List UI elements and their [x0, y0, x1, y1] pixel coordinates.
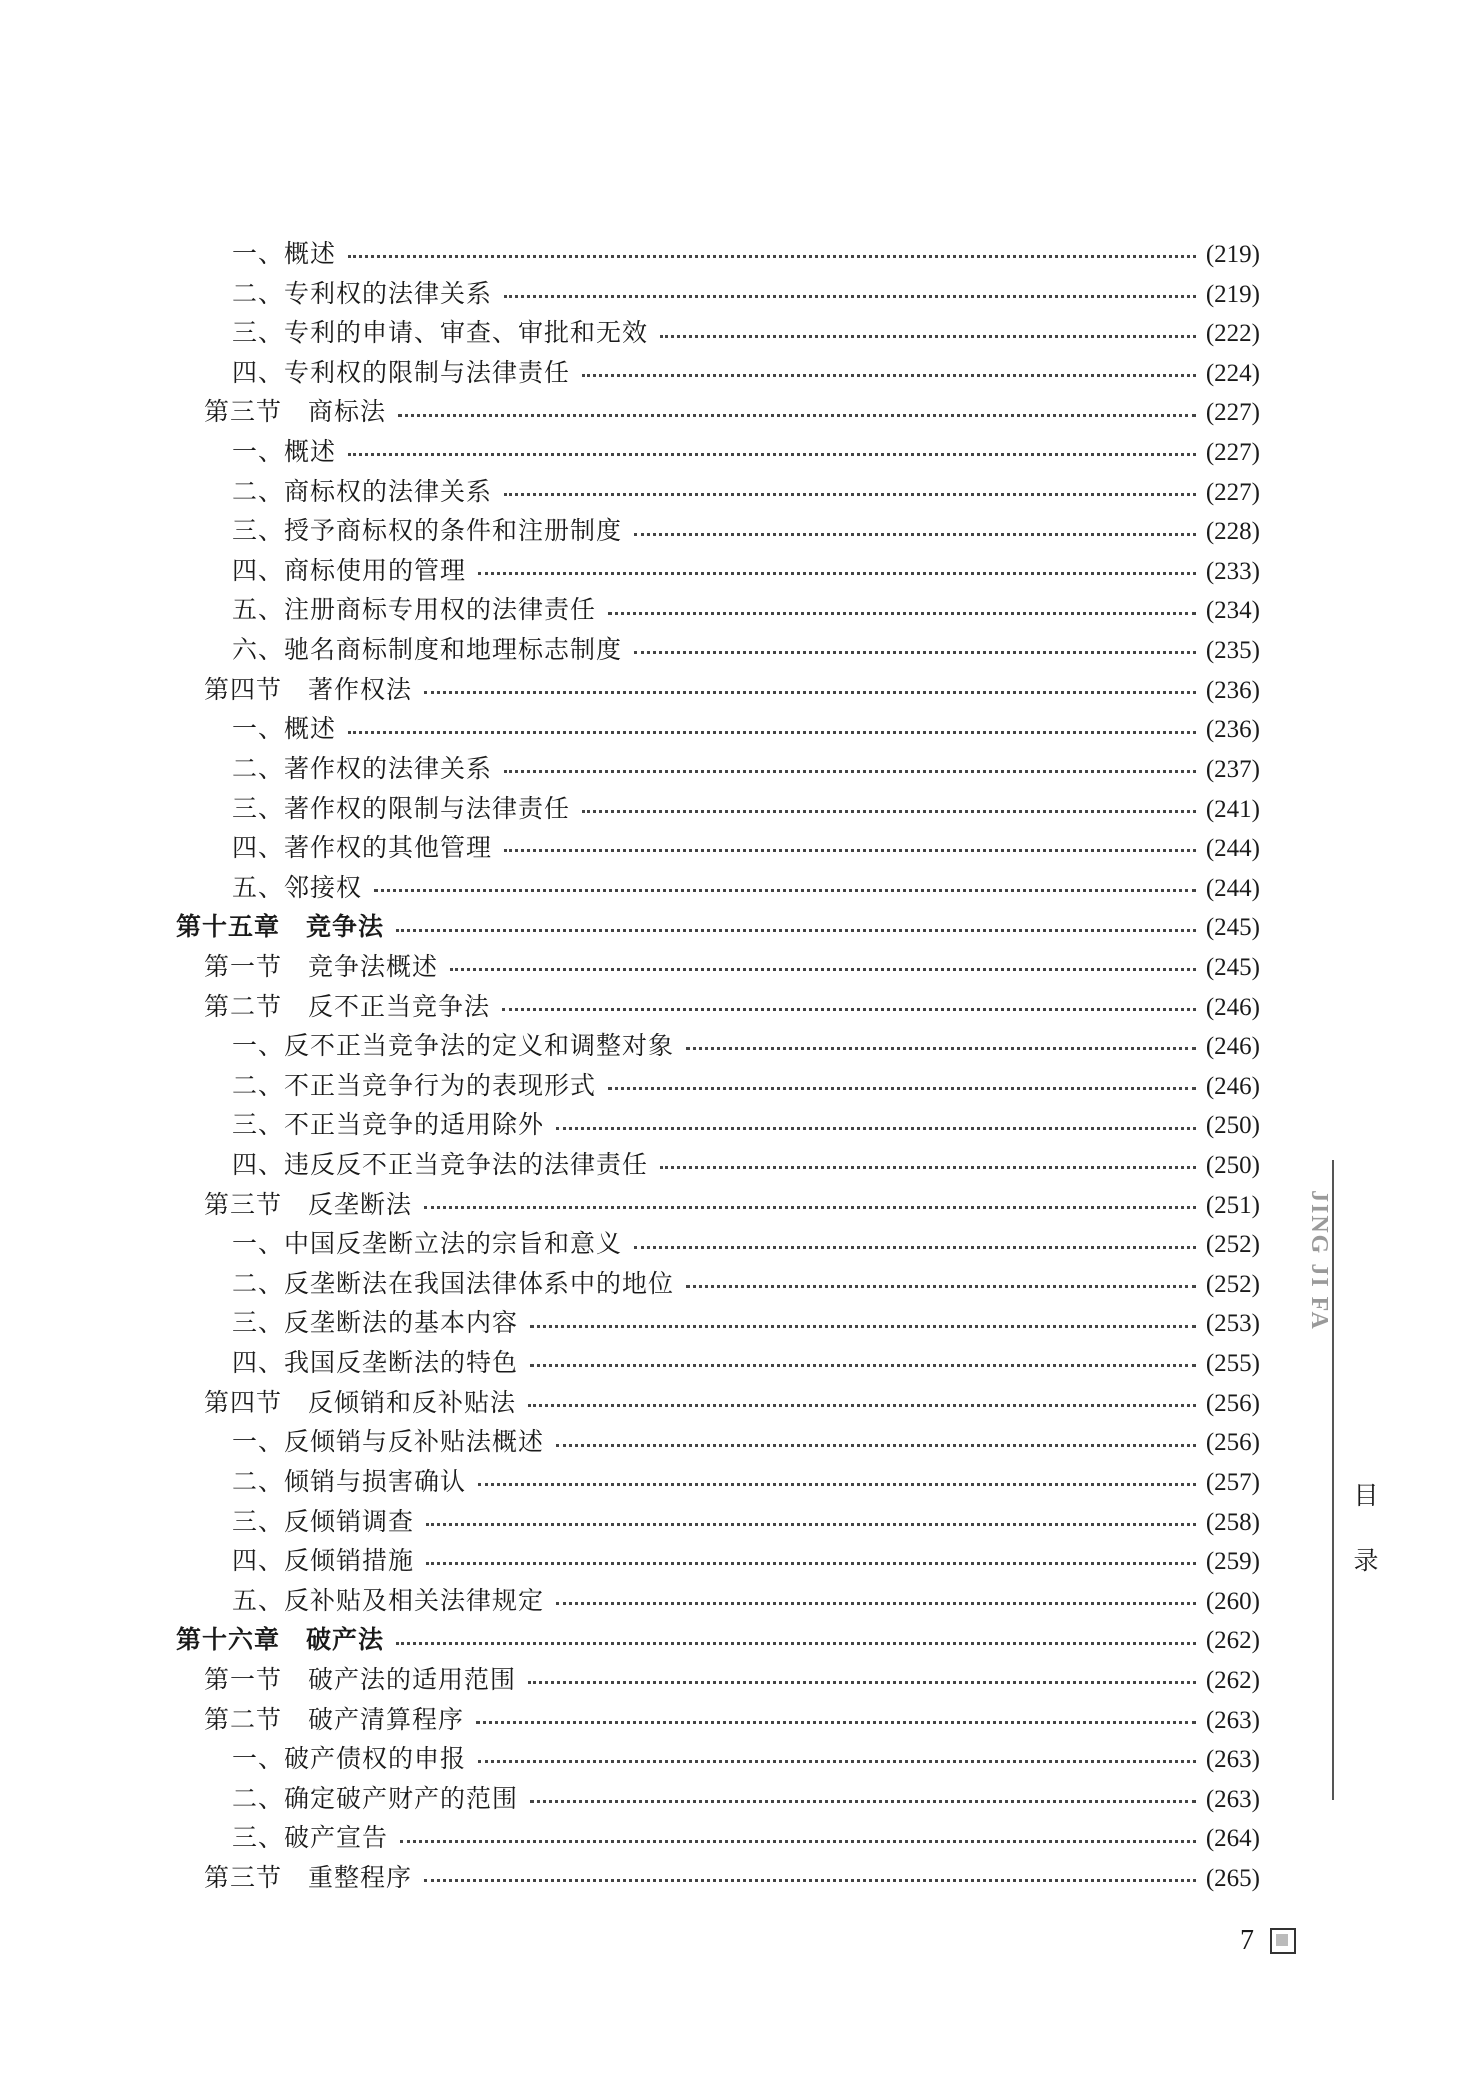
- dot-leader: [608, 1087, 1196, 1090]
- toc-item-row[interactable]: [176, 1779, 1260, 1819]
- toc-chapter-row[interactable]: [176, 907, 1260, 947]
- toc-entry-page: (245): [1205, 914, 1260, 942]
- dot-leader: [530, 1800, 1196, 1803]
- dot-leader: [660, 335, 1196, 338]
- toc-entry-title: 三、反倾销调查: [232, 1506, 415, 1536]
- dot-leader: [400, 1840, 1196, 1843]
- toc-entry-title: 第四节 反倾销和反补贴法: [204, 1387, 517, 1417]
- toc-entry-title: 四、反倾销措施: [232, 1546, 415, 1576]
- toc-entry-title: 四、著作权的其他管理: [232, 833, 493, 863]
- toc-entry-title: 一、中国反垄断立法的宗旨和意义: [232, 1229, 623, 1259]
- toc-item-row[interactable]: [176, 511, 1260, 551]
- dot-leader: [556, 1444, 1196, 1447]
- dot-leader: [478, 572, 1196, 575]
- toc-entry-page: (224): [1205, 359, 1260, 387]
- toc-item-row[interactable]: [176, 353, 1260, 393]
- toc-entry-title: 二、著作权的法律关系: [232, 753, 493, 783]
- toc-entry-page: (262): [1205, 1666, 1260, 1694]
- toc-entry-title: 第二节 破产清算程序: [204, 1704, 465, 1734]
- dot-leader: [608, 612, 1196, 615]
- toc-item-row[interactable]: [176, 274, 1260, 314]
- toc-item-row[interactable]: [176, 868, 1260, 908]
- toc-item-row[interactable]: [176, 828, 1260, 868]
- toc-item-row[interactable]: [176, 630, 1260, 670]
- toc-item-row[interactable]: [176, 709, 1260, 749]
- toc-item-row[interactable]: [176, 789, 1260, 829]
- toc-item-row[interactable]: [176, 1422, 1260, 1462]
- toc-entry-title: 二、反垄断法在我国法律体系中的地位: [232, 1268, 675, 1298]
- dot-leader: [374, 889, 1196, 892]
- toc-entry-page: (250): [1205, 1112, 1260, 1140]
- dot-leader: [634, 1246, 1196, 1249]
- toc-chapter-row[interactable]: [176, 1620, 1260, 1660]
- toc-entry-page: (246): [1205, 993, 1260, 1021]
- toc-entry-page: (255): [1205, 1350, 1260, 1378]
- dot-leader: [504, 770, 1196, 773]
- toc-entry-page: (227): [1205, 478, 1260, 506]
- toc-entry-title: 三、著作权的限制与法律责任: [232, 793, 571, 823]
- toc-entry-page: (244): [1205, 835, 1260, 863]
- book-page-icon: [1270, 1928, 1296, 1954]
- dot-leader: [556, 1127, 1196, 1130]
- toc-entry-title: 第四节 著作权法: [204, 674, 413, 704]
- toc-item-row[interactable]: [176, 472, 1260, 512]
- toc-entry-title: 三、破产宣告: [232, 1823, 389, 1853]
- toc-entry-page: (234): [1205, 597, 1260, 625]
- dot-leader: [660, 1166, 1196, 1169]
- toc-item-row[interactable]: [176, 432, 1260, 472]
- dot-leader: [396, 929, 1196, 932]
- toc-entry-page: (235): [1205, 637, 1260, 665]
- toc-item-row[interactable]: [176, 1462, 1260, 1502]
- toc-entry-page: (263): [1205, 1706, 1260, 1734]
- toc-entry-title: 四、专利权的限制与法律责任: [232, 357, 571, 387]
- toc-entry-title: 第十五章 竞争法: [176, 912, 385, 942]
- toc-entry-page: (252): [1205, 1270, 1260, 1298]
- page-footer: [1240, 1925, 1296, 1957]
- toc-entry-title: 一、概述: [232, 239, 337, 268]
- toc-entry-title: 四、我国反垄断法的特色: [232, 1348, 519, 1378]
- toc-entry-page: (264): [1205, 1825, 1260, 1853]
- toc-entry-page: (246): [1205, 1072, 1260, 1100]
- toc-entry-title: 一、反不正当竞争法的定义和调整对象: [232, 1031, 675, 1061]
- toc-section-row[interactable]: [176, 1660, 1260, 1700]
- toc-entry-page: (237): [1205, 755, 1260, 783]
- toc-entry-page: (256): [1205, 1429, 1260, 1457]
- dot-leader: [450, 968, 1196, 971]
- toc-entry-title: 一、概述: [232, 437, 337, 467]
- toc-entry-page: (241): [1205, 795, 1260, 823]
- toc-entry-page: (227): [1205, 439, 1260, 467]
- toc-entry-page: (228): [1205, 518, 1260, 546]
- toc-entry-title: 六、驰名商标制度和地理标志制度: [232, 635, 623, 665]
- side-divider: [1332, 1160, 1334, 1800]
- toc-section-row[interactable]: [176, 1185, 1260, 1225]
- toc-entry-title: 二、确定破产财产的范围: [232, 1783, 519, 1813]
- dot-leader: [476, 1721, 1196, 1724]
- toc-entry-title: 三、不正当竞争的适用除外: [232, 1110, 545, 1140]
- toc-entry-title: 五、注册商标专用权的法律责任: [232, 595, 597, 625]
- page-number: 7: [1240, 1925, 1254, 1956]
- toc-entry-title: 一、反倾销与反补贴法概述: [232, 1427, 545, 1457]
- toc-entry-title: 第三节 重整程序: [204, 1862, 413, 1892]
- toc-entry-title: 第二节 反不正当竞争法: [204, 991, 491, 1021]
- dot-leader: [478, 1760, 1196, 1763]
- toc-entry-page: (236): [1205, 716, 1260, 744]
- toc-entry-title: 四、商标使用的管理: [232, 555, 467, 585]
- toc-item-row[interactable]: [176, 1581, 1260, 1621]
- toc-entry-page: (222): [1205, 320, 1260, 348]
- toc-item-row[interactable]: [176, 1343, 1260, 1383]
- toc-entry-page: (219): [1205, 241, 1260, 268]
- toc-entry-title: 三、反垄断法的基本内容: [232, 1308, 519, 1338]
- toc-entry-page: (265): [1205, 1864, 1260, 1892]
- toc-entry-title: 一、破产债权的申报: [232, 1744, 467, 1774]
- toc-item-row[interactable]: [176, 313, 1260, 353]
- toc-item-row[interactable]: [176, 1818, 1260, 1858]
- toc-entry-page: (253): [1205, 1310, 1260, 1338]
- dot-leader: [424, 691, 1196, 694]
- toc-item-row[interactable]: [176, 1303, 1260, 1343]
- dot-leader: [348, 255, 1196, 258]
- toc-item-row[interactable]: [176, 590, 1260, 630]
- toc-section-row[interactable]: [176, 947, 1260, 987]
- dot-leader: [504, 295, 1196, 298]
- toc-item-row[interactable]: [176, 234, 1260, 274]
- toc-entry-title: 二、专利权的法律关系: [232, 278, 493, 308]
- toc-entry-title: 一、概述: [232, 714, 337, 744]
- toc-entry-page: (260): [1205, 1587, 1260, 1615]
- toc-entry-page: (246): [1205, 1033, 1260, 1061]
- toc-item-row[interactable]: [176, 1026, 1260, 1066]
- dot-leader: [582, 810, 1196, 813]
- dot-leader: [686, 1047, 1196, 1050]
- toc-item-row[interactable]: [176, 1264, 1260, 1304]
- toc-entry-title: 三、专利的申请、审查、审批和无效: [232, 318, 649, 348]
- toc-entry-title: 三、授予商标权的条件和注册制度: [232, 516, 623, 546]
- dot-leader: [424, 1206, 1196, 1209]
- dot-leader: [504, 849, 1196, 852]
- toc-item-row[interactable]: [176, 1224, 1260, 1264]
- dot-leader: [556, 1602, 1196, 1605]
- dot-leader: [348, 731, 1196, 734]
- toc-section-row[interactable]: [176, 1858, 1260, 1898]
- toc-section-row[interactable]: [176, 1700, 1260, 1740]
- toc-item-row[interactable]: [176, 1066, 1260, 1106]
- dot-leader: [502, 1008, 1196, 1011]
- dot-leader: [634, 533, 1196, 536]
- toc-entry-title: 二、倾销与损害确认: [232, 1466, 467, 1496]
- toc-entry-title: 第三节 商标法: [204, 397, 387, 427]
- toc-entry-page: (233): [1205, 557, 1260, 585]
- toc-section-row[interactable]: [176, 1383, 1260, 1423]
- dot-leader: [348, 453, 1196, 456]
- side-heading-contents: 目录: [1350, 1482, 1379, 1612]
- toc-entry-page: (244): [1205, 874, 1260, 902]
- toc-entry-title: 五、反补贴及相关法律规定: [232, 1585, 545, 1615]
- toc-item-row[interactable]: [176, 749, 1260, 789]
- toc-entry-page: (256): [1205, 1389, 1260, 1417]
- toc-entry-page: (251): [1205, 1191, 1260, 1219]
- toc-item-row[interactable]: [176, 1502, 1260, 1542]
- toc-section-row[interactable]: [176, 392, 1260, 432]
- toc-item-row[interactable]: [176, 1105, 1260, 1145]
- toc-entry-page: (262): [1205, 1627, 1260, 1655]
- dot-leader: [530, 1325, 1196, 1328]
- toc-entry-page: (219): [1205, 280, 1260, 308]
- dot-leader: [530, 1364, 1196, 1367]
- dot-leader: [686, 1285, 1196, 1288]
- toc-entry-title: 五、邻接权: [232, 872, 363, 902]
- toc-entry-page: (236): [1205, 676, 1260, 704]
- toc-entry-title: 四、违反反不正当竞争法的法律责任: [232, 1150, 649, 1180]
- toc-entry-page: (263): [1205, 1746, 1260, 1774]
- toc-section-row[interactable]: [176, 987, 1260, 1027]
- toc-entry-page: (250): [1205, 1152, 1260, 1180]
- toc-entry-title: 二、商标权的法律关系: [232, 476, 493, 506]
- dot-leader: [528, 1404, 1196, 1407]
- dot-leader: [398, 414, 1196, 417]
- dot-leader: [396, 1642, 1196, 1645]
- toc-entry-page: (263): [1205, 1785, 1260, 1813]
- toc-entry-page: (252): [1205, 1231, 1260, 1259]
- dot-leader: [582, 374, 1196, 377]
- dot-leader: [426, 1523, 1196, 1526]
- toc-entry-page: (227): [1205, 399, 1260, 427]
- side-running-title: JING JI FA: [1306, 1190, 1332, 1331]
- dot-leader: [424, 1879, 1196, 1882]
- toc-item-row[interactable]: [176, 1541, 1260, 1581]
- toc-entry-title: 第一节 竞争法概述: [204, 951, 439, 981]
- toc-entry-title: 第十六章 破产法: [176, 1625, 385, 1655]
- toc-entry-page: (257): [1205, 1468, 1260, 1496]
- toc-section-row[interactable]: [176, 670, 1260, 710]
- dot-leader: [426, 1562, 1196, 1565]
- toc-item-row[interactable]: [176, 1145, 1260, 1185]
- dot-leader: [528, 1681, 1196, 1684]
- toc-entry-title: 二、不正当竞争行为的表现形式: [232, 1070, 597, 1100]
- toc-entry-page: (245): [1205, 953, 1260, 981]
- toc-entry-title: 第三节 反垄断法: [204, 1189, 413, 1219]
- dot-leader: [634, 651, 1196, 654]
- toc-entry-page: (258): [1205, 1508, 1260, 1536]
- toc-entry-title: 第一节 破产法的适用范围: [204, 1664, 517, 1694]
- toc-item-row[interactable]: [176, 1739, 1260, 1779]
- dot-leader: [504, 493, 1196, 496]
- table-of-contents: [176, 234, 1260, 1898]
- toc-entry-page: (259): [1205, 1548, 1260, 1576]
- dot-leader: [478, 1483, 1196, 1486]
- toc-item-row[interactable]: [176, 551, 1260, 591]
